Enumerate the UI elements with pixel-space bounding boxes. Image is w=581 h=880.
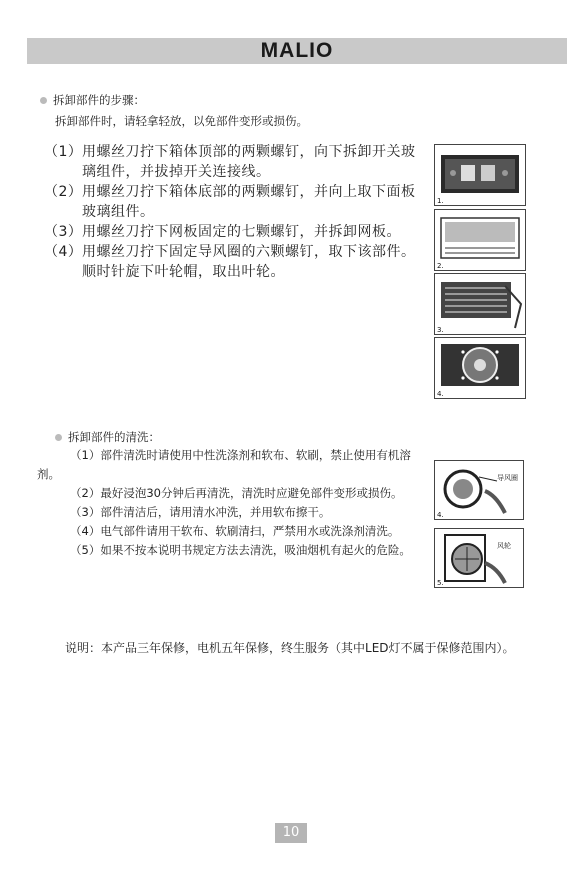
cleaning-item: （1）部件清洗时请使用中性洗涤剂和软布、软刷，禁止使用有机溶剂。: [37, 448, 411, 481]
figure-label: 3.: [437, 326, 444, 334]
cleaning-title-text: 拆卸部件的清洗：: [68, 430, 160, 444]
figure-label: 4.: [437, 511, 444, 519]
cleaning-item: （3）部件清洁后，请用清水冲洗，并用软布擦干。: [70, 505, 331, 519]
fan-illustration: [435, 338, 525, 398]
cleaning-list: [37, 446, 421, 560]
figure-cleaning-impeller: [434, 528, 524, 588]
disassembly-steps: [44, 142, 424, 282]
step-text: 用螺丝刀拧下箱体顶部的两颗螺钉，向下拆卸开关玻璃组件，并拔掉开关连接线。: [82, 144, 416, 180]
cleaning-title: [55, 429, 160, 445]
figure-cleaning-guide-ring: [434, 460, 524, 520]
header-bar: [27, 38, 567, 64]
step-number: （1）: [44, 144, 83, 160]
figure-4-fan-guide: [434, 337, 526, 399]
step-number: （4）: [44, 244, 83, 260]
step-item: [44, 182, 424, 222]
step-text: 用螺丝刀拧下固定导风圈的六颗螺钉，取下该部件。顺时针旋下叶轮帽，取出叶轮。: [82, 244, 416, 280]
step-number: （3）: [44, 224, 83, 240]
callout-impeller: 风轮: [497, 542, 511, 550]
disassembly-intro: 拆卸部件时，请轻拿轻放，以免部件变形或损伤。: [55, 114, 308, 128]
step-number: （2）: [44, 184, 83, 200]
figure-3-mesh-plate: [434, 273, 526, 335]
callout-guide-ring: 导风圈: [497, 474, 518, 482]
figure-label: 4.: [437, 390, 444, 398]
step-item: [44, 222, 424, 242]
step-item: [44, 142, 424, 182]
disassembly-title-text: 拆卸部件的步骤：: [53, 93, 145, 107]
warranty-note: 说明：本产品三年保修，电机五年保修，终生服务（其中LED灯不属于保修范围内）。: [65, 641, 515, 655]
step-text: 用螺丝刀拧下网板固定的七颗螺钉，并拆卸网板。: [82, 224, 401, 240]
step-text: 用螺丝刀拧下箱体底部的两颗螺钉，并向上取下面板玻璃组件。: [82, 184, 416, 220]
range-hood-panel-illustration: [435, 210, 525, 270]
brand-logo: MALIO: [260, 39, 334, 62]
guide-ring-illustration: [435, 461, 523, 519]
cleaning-item: （4）电气部件请用干软布、软刷清扫，严禁用水或洗涤剂清洗。: [70, 524, 400, 538]
figure-2-panel-glass: [434, 209, 526, 271]
figure-label: 1.: [437, 197, 444, 205]
figure-label: 2.: [437, 262, 444, 270]
mesh-plate-illustration: [435, 274, 525, 334]
cleaning-item: （5）如果不按本说明书规定方法去清洗，吸油烟机有起火的危险。: [70, 543, 411, 557]
page-number: 10: [275, 823, 307, 843]
bullet-icon: [40, 97, 47, 104]
step-item: [44, 242, 424, 282]
range-hood-front-illustration: [435, 145, 525, 205]
bullet-icon: [55, 434, 62, 441]
cleaning-item: （2）最好浸泡30分钟后再清洗，清洗时应避免部件变形或损伤。: [70, 486, 403, 500]
figure-label: 5.: [437, 579, 444, 587]
impeller-illustration: [435, 529, 523, 587]
disassembly-title: [40, 92, 145, 108]
figure-1-switch-glass: [434, 144, 526, 206]
